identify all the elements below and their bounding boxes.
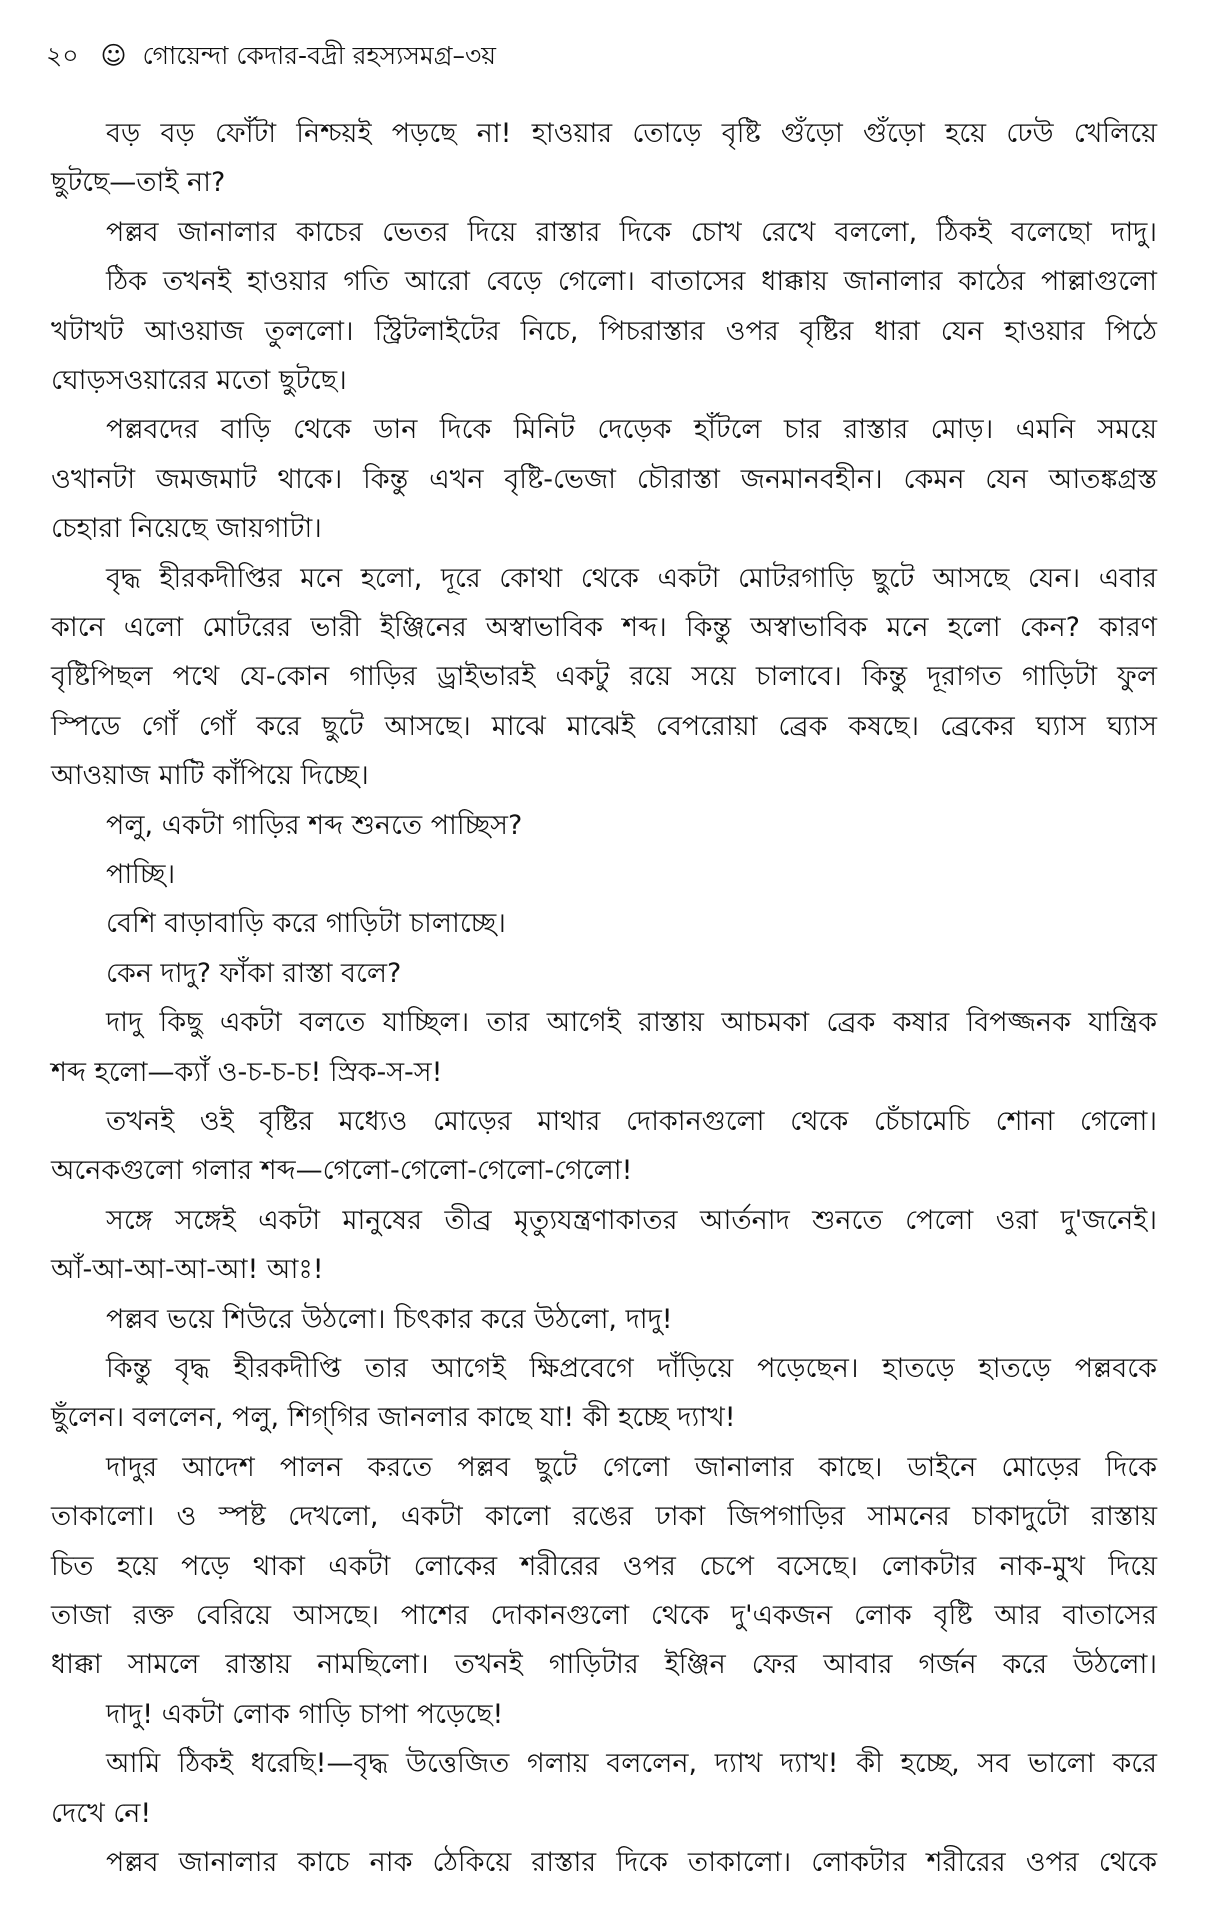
text-line: বৃদ্ধ হীরকদীপ্তির মনে হলো, দূরে কোথা থেকে একটা মোটরগাড়ি ছুটে আসছে যেন। এবার — [106, 562, 1157, 594]
page-number: ২০ — [46, 41, 79, 70]
text-line: ঠিক তখনই হাওয়ার গতি আরো বেড়ে গেলো। বাতাসের ধাক্কায় জানালার কাঠের পাল্লাগুলো — [106, 266, 1157, 298]
running-header — [46, 36, 496, 79]
text-line: চেহারা নিয়েছে জায়গাটা। — [51, 513, 322, 545]
text-line: চিত হয়ে পড়ে থাকা একটা লোকের শরীরের ওপর চেপে বসেছে। লোকটার নাক-মুখ দিয়ে — [51, 1550, 1157, 1582]
text-line: খটাখট আওয়াজ তুললো। স্ট্রিটলাইটের নিচে, পিচরাস্তার ওপর বৃষ্টির ধারা যেন হাওয়ার পিঠে — [51, 315, 1157, 347]
text-line: পল্লব ভয়ে শিউরে উঠলো। চিৎকার করে উঠলো, দাদু! — [106, 1303, 673, 1335]
text-line: ছুটছে—তাই না? — [51, 167, 226, 199]
text-line: পল্লবদের বাড়ি থেকে ডান দিকে মিনিট দেড়েক হাঁটলে চার রাস্তার মোড়। এমনি সময়ে — [106, 414, 1157, 446]
text-line: দাদু! একটা লোক গাড়ি চাপা পড়েছে! — [106, 1698, 504, 1730]
text-line: আমি ঠিকই ধরেছি!—বৃদ্ধ উত্তেজিত গলায় বললেন, দ্যাখ দ্যাখ! কী হচ্ছে, সব ভালো করে — [106, 1748, 1157, 1780]
text-line: বৃষ্টিপিছল পথে যে-কোন গাড়ির ড্রাইভারই একটু রয়ে সয়ে চালাবে। কিন্তু দূরাগত গাড়িটা ফুল — [51, 661, 1157, 693]
text-line: দাদু কিছু একটা বলতে যাচ্ছিল। তার আগেই রাস্তায় আচমকা ব্রেক কষার বিপজ্জনক যান্ত্রিক — [106, 1007, 1157, 1039]
text-line: কেন দাদু? ফাঁকা রাস্তা বলে? — [106, 957, 402, 989]
text-line: দেখে নে! — [51, 1797, 152, 1829]
text-line: দাদুর আদেশ পালন করতে পল্লব ছুটে গেলো জানালার কাছে। ডাইনে মোড়ের দিকে — [106, 1451, 1157, 1483]
text-line: ওখানটা জমজমাট থাকে। কিন্তু এখন বৃষ্টি-ভেজা চৌরাস্তা জনমানবহীন। কেমন যেন আতঙ্কগ্রস্ত — [51, 463, 1157, 495]
text-line: পলু, একটা গাড়ির শব্দ শুনতে পাচ্ছিস? — [106, 809, 523, 841]
text-line: অনেকগুলো গলার শব্দ—গেলো-গেলো-গেলো-গেলো! — [51, 1155, 633, 1187]
text-line: বড় বড় ফোঁটা নিশ্চয়ই পড়ছে না! হাওয়ার তোড়ে বৃষ্টি গুঁড়ো গুঁড়ো হয়ে ঢেউ খেলিয়ে — [106, 118, 1157, 149]
text-line: তাজা রক্ত বেরিয়ে আসছে। পাশের দোকানগুলো থেকে দু'একজন লোক বৃষ্টি আর বাতাসের — [51, 1600, 1157, 1631]
text-line: কিন্তু বৃদ্ধ হীরকদীপ্তি তার আগেই ক্ষিপ্রবেগে দাঁড়িয়ে পড়েছেন। হাতড়ে হাতড়ে পল্লবকে — [106, 1353, 1157, 1384]
text-line: পাচ্ছি। — [106, 859, 176, 890]
text-line: আওয়াজ মাটি কাঁপিয়ে দিচ্ছে। — [51, 760, 369, 792]
text-line: ধাক্কা সামলে রাস্তায় নামছিলো। তখনই গাড়িটার ইঞ্জিন ফের আবার গর্জন করে উঠলো। — [51, 1649, 1157, 1681]
text-line: সঙ্গে সঙ্গেই একটা মানুষের তীব্র মৃত্যুযন্ত্রণাকাতর আর্তনাদ শুনতে পেলো ওরা দু'জনেই। — [106, 1204, 1157, 1236]
text-line: ছুঁলেন। বললেন, পলু, শিগ্‌গির জানলার কাছে যা! কী হচ্ছে দ্যাখ! — [51, 1402, 736, 1434]
text-line: ঘোড়সওয়ারের মতো ছুটছে। — [51, 365, 347, 396]
smiley-icon: ☺ — [100, 41, 127, 70]
text-line: তাকালো। ও স্পষ্ট দেখলো, একটা কালো রঙের ঢাকা জিপগাড়ির সামনের চাকাদুটো রাস্তায় — [51, 1501, 1157, 1533]
text-line: স্পিডে গোঁ গোঁ করে ছুটে আসছে। মাঝে মাঝেই বেপরোয়া ব্রেক কষছে। ব্রেকের ঘ্যাস ঘ্যাস — [51, 710, 1157, 742]
text-line: বেশি বাড়াবাড়ি করে গাড়িটা চালাচ্ছে। — [106, 908, 506, 940]
text-line: আঁ-আ-আ-আ-আ! আঃ! — [51, 1254, 324, 1286]
text-line: পল্লব জানালার কাচে নাক ঠেকিয়ে রাস্তার দিকে তাকালো। লোকটার শরীরের ওপর থেকে — [106, 1847, 1157, 1878]
book-title: গোয়েন্দা কেদার-বদ্রী রহস্যসমগ্র–৩য় — [142, 41, 496, 70]
text-line: পল্লব জানালার কাচের ভেতর দিয়ে রাস্তার দিকে চোখ রেখে বললো, ঠিকই বলেছো দাদু। — [106, 216, 1157, 248]
text-line: কানে এলো মোটরের ভারী ইঞ্জিনের অস্বাভাবিক শব্দ। কিন্তু অস্বাভাবিক মনে হলো কেন? কারণ — [51, 612, 1157, 643]
text-line: তখনই ওই বৃষ্টির মধ্যেও মোড়ের মাথার দোকানগুলো থেকে চেঁচামেচি শোনা গেলো। — [106, 1106, 1157, 1137]
text-line: শব্দ হলো—ক্যাঁ ও-চ-চ-চ! স্রিক-স-স! — [51, 1056, 443, 1088]
